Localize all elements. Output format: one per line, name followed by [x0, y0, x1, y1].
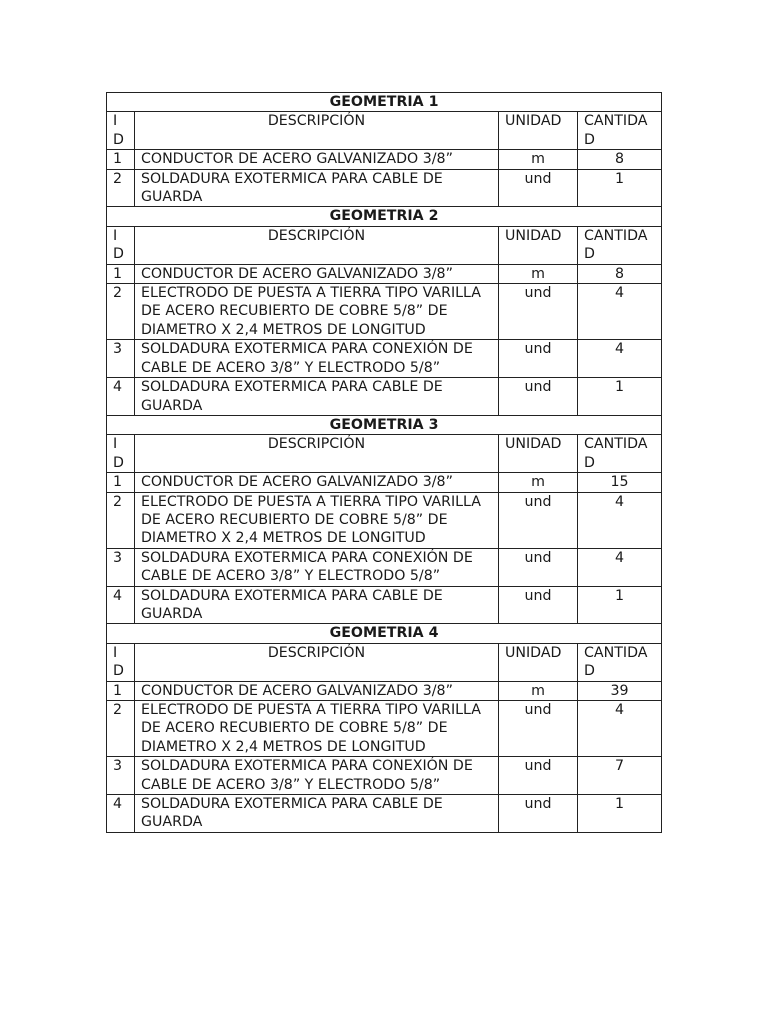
section-title-row [107, 93, 662, 112]
table-row [107, 586, 662, 624]
row-unit: m [499, 150, 578, 169]
table-row [107, 284, 662, 340]
row-id: 1 [107, 473, 135, 492]
row-quantity: 8 [578, 264, 662, 283]
row-description: SOLDADURA EXOTERMICA PARA CABLE DE GUARDA [135, 378, 499, 416]
header-id: I D [107, 435, 135, 473]
row-id: 3 [107, 340, 135, 378]
table-row [107, 795, 662, 833]
row-quantity: 4 [578, 492, 662, 548]
row-unit: und [499, 757, 578, 795]
row-unit: m [499, 264, 578, 283]
header-quantity: CANTIDAD [578, 112, 662, 150]
row-unit: und [499, 284, 578, 340]
section-title-row [107, 624, 662, 643]
header-row [107, 226, 662, 264]
table-row [107, 169, 662, 207]
header-description: DESCRIPCIÓN [135, 226, 499, 264]
header-description: DESCRIPCIÓN [135, 435, 499, 473]
table-row [107, 492, 662, 548]
row-unit: und [499, 492, 578, 548]
header-description: DESCRIPCIÓN [135, 643, 499, 681]
row-quantity: 1 [578, 795, 662, 833]
table-row [107, 473, 662, 492]
section-geometria-2 [107, 207, 662, 415]
section-geometria-1 [107, 93, 662, 207]
row-id: 2 [107, 284, 135, 340]
row-id: 2 [107, 492, 135, 548]
table-row [107, 681, 662, 700]
row-quantity: 1 [578, 169, 662, 207]
row-quantity: 1 [578, 378, 662, 416]
row-id: 2 [107, 169, 135, 207]
row-description: CONDUCTOR DE ACERO GALVANIZADO 3/8” [135, 473, 499, 492]
row-description: CONDUCTOR DE ACERO GALVANIZADO 3/8” [135, 150, 499, 169]
row-description: SOLDADURA EXOTERMICA PARA CABLE DE GUARDA [135, 169, 499, 207]
row-quantity: 4 [578, 548, 662, 586]
row-id: 4 [107, 378, 135, 416]
table-row [107, 264, 662, 283]
row-quantity: 4 [578, 701, 662, 757]
header-description: DESCRIPCIÓN [135, 112, 499, 150]
row-unit: und [499, 586, 578, 624]
header-quantity: CANTIDAD [578, 226, 662, 264]
header-row [107, 643, 662, 681]
section-title: GEOMETRIA 4 [107, 624, 662, 643]
row-id: 1 [107, 264, 135, 283]
header-id: I D [107, 643, 135, 681]
table-row [107, 548, 662, 586]
section-title: GEOMETRIA 3 [107, 415, 662, 434]
row-description: ELECTRODO DE PUESTA A TIERRA TIPO VARILLA DE ACERO RECUBIERTO DE COBRE 5/8” DE DIAMETRO X 2,4 METROS DE LONGITUD [135, 284, 499, 340]
row-unit: m [499, 681, 578, 700]
row-id: 4 [107, 586, 135, 624]
header-quantity: CANTIDAD [578, 435, 662, 473]
row-unit: und [499, 169, 578, 207]
section-geometria-3 [107, 415, 662, 623]
table-row [107, 757, 662, 795]
row-description: SOLDADURA EXOTERMICA PARA CABLE DE GUARDA [135, 795, 499, 833]
materials-table [106, 92, 662, 833]
row-description: CONDUCTOR DE ACERO GALVANIZADO 3/8” [135, 264, 499, 283]
row-id: 4 [107, 795, 135, 833]
row-unit: und [499, 340, 578, 378]
header-quantity: CANTIDAD [578, 643, 662, 681]
row-id: 1 [107, 681, 135, 700]
row-id: 2 [107, 701, 135, 757]
row-id: 3 [107, 548, 135, 586]
table-row [107, 340, 662, 378]
row-quantity: 15 [578, 473, 662, 492]
row-unit: und [499, 548, 578, 586]
row-quantity: 4 [578, 340, 662, 378]
row-quantity: 7 [578, 757, 662, 795]
row-unit: m [499, 473, 578, 492]
row-description: ELECTRODO DE PUESTA A TIERRA TIPO VARILLA DE ACERO RECUBIERTO DE COBRE 5/8” DE DIAMETRO X 2,4 METROS DE LONGITUD [135, 492, 499, 548]
header-row [107, 435, 662, 473]
row-unit: und [499, 378, 578, 416]
row-quantity: 1 [578, 586, 662, 624]
header-id: I D [107, 226, 135, 264]
section-title-row [107, 415, 662, 434]
header-row [107, 112, 662, 150]
row-description: SOLDADURA EXOTERMICA PARA CONEXIÓN DE CABLE DE ACERO 3/8” Y ELECTRODO 5/8” [135, 757, 499, 795]
section-geometria-4 [107, 624, 662, 832]
row-unit: und [499, 795, 578, 833]
section-title-row [107, 207, 662, 226]
header-unit: UNIDAD [499, 435, 578, 473]
row-quantity: 4 [578, 284, 662, 340]
table-row [107, 150, 662, 169]
row-id: 3 [107, 757, 135, 795]
row-quantity: 8 [578, 150, 662, 169]
section-title: GEOMETRIA 1 [107, 93, 662, 112]
table-row [107, 378, 662, 416]
header-unit: UNIDAD [499, 643, 578, 681]
table-row [107, 701, 662, 757]
row-unit: und [499, 701, 578, 757]
row-description: SOLDADURA EXOTERMICA PARA CONEXIÓN DE CABLE DE ACERO 3/8” Y ELECTRODO 5/8” [135, 548, 499, 586]
header-unit: UNIDAD [499, 112, 578, 150]
row-quantity: 39 [578, 681, 662, 700]
row-description: SOLDADURA EXOTERMICA PARA CONEXIÓN DE CABLE DE ACERO 3/8” Y ELECTRODO 5/8” [135, 340, 499, 378]
header-id: I D [107, 112, 135, 150]
row-description: CONDUCTOR DE ACERO GALVANIZADO 3/8” [135, 681, 499, 700]
row-id: 1 [107, 150, 135, 169]
row-description: SOLDADURA EXOTERMICA PARA CABLE DE GUARDA [135, 586, 499, 624]
header-unit: UNIDAD [499, 226, 578, 264]
section-title: GEOMETRIA 2 [107, 207, 662, 226]
row-description: ELECTRODO DE PUESTA A TIERRA TIPO VARILLA DE ACERO RECUBIERTO DE COBRE 5/8” DE DIAMETRO X 2,4 METROS DE LONGITUD [135, 701, 499, 757]
